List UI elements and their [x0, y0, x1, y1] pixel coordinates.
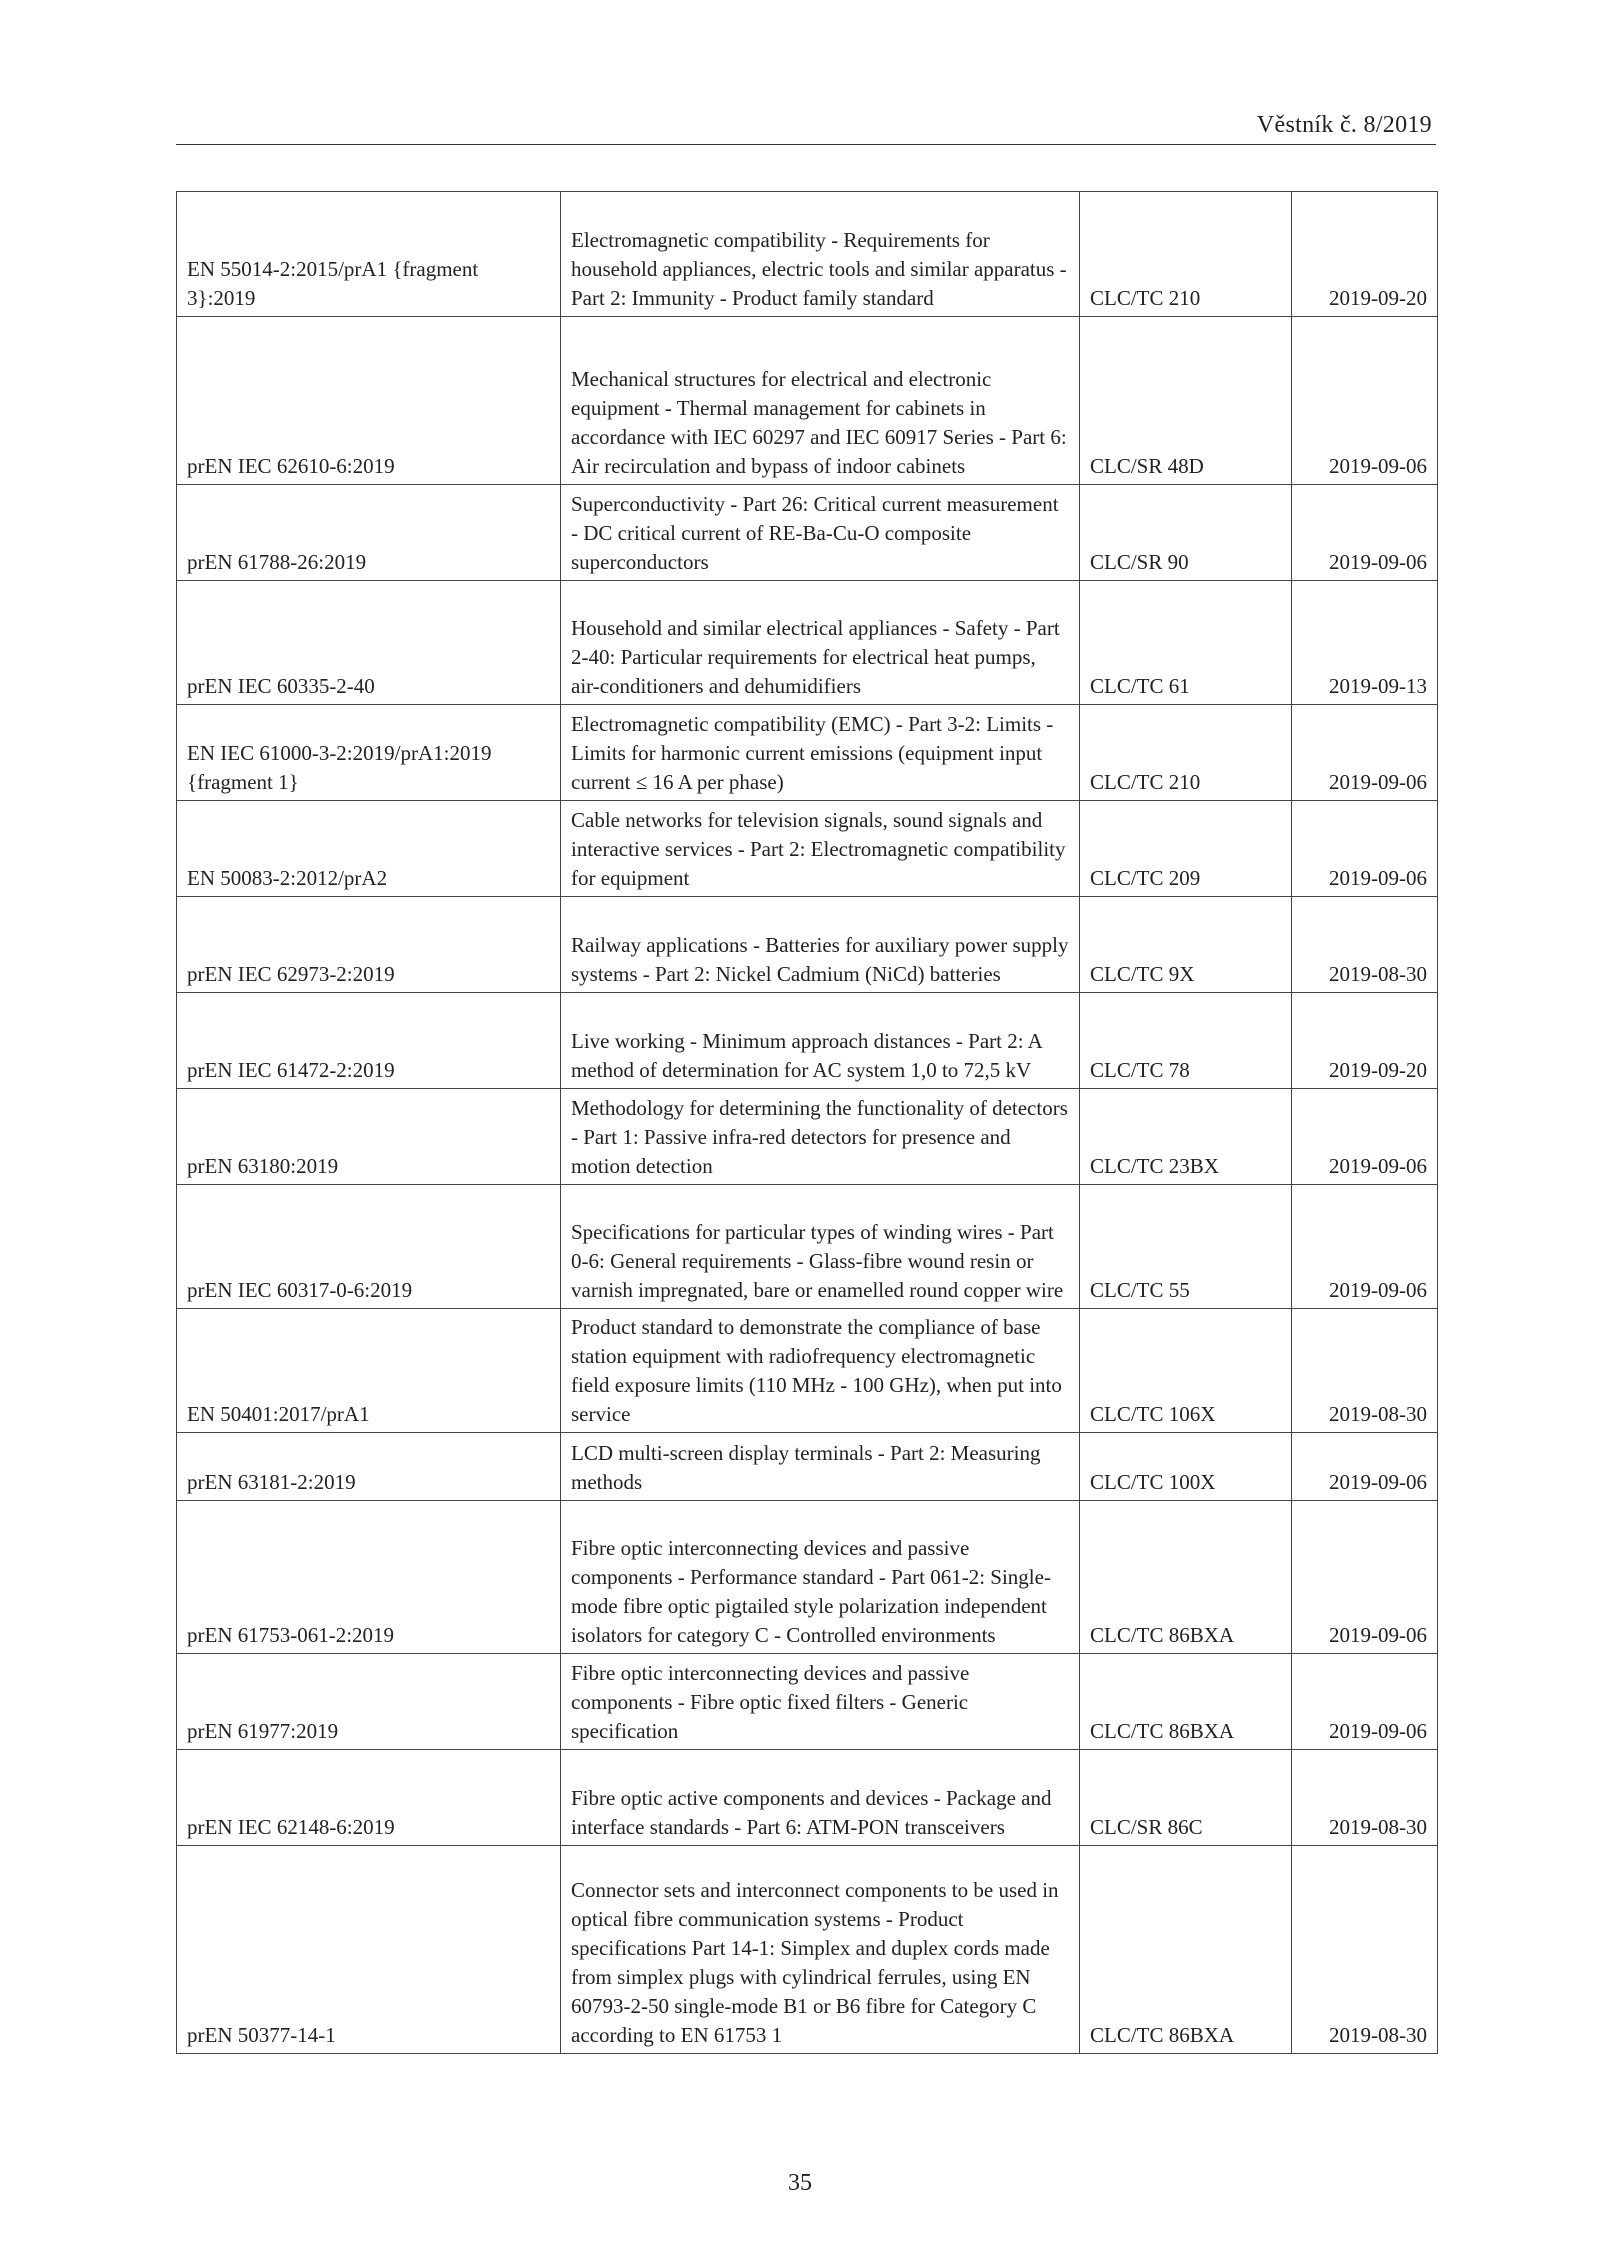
technical-committee-cell: CLC/TC 9X	[1080, 897, 1292, 993]
deadline-date-cell: 2019-09-20	[1292, 993, 1438, 1089]
table-row	[177, 192, 1438, 317]
standard-code-cell: prEN IEC 61472-2:2019	[177, 993, 561, 1089]
technical-committee-cell: CLC/TC 106X	[1080, 1309, 1292, 1433]
standard-title-cell: Live working - Minimum approach distances - Part 2: A method of determination for AC system 1,0 to 72,5 kV	[561, 993, 1080, 1089]
deadline-date-cell: 2019-09-06	[1292, 1501, 1438, 1654]
table-row	[177, 485, 1438, 581]
technical-committee-cell: CLC/TC 100X	[1080, 1433, 1292, 1501]
standard-code-cell: EN 55014-2:2015/prA1 {fragment 3}:2019	[177, 192, 561, 317]
table-row	[177, 1846, 1438, 2054]
standard-code-cell: EN 50083-2:2012/prA2	[177, 801, 561, 897]
standard-code-cell: prEN IEC 62973-2:2019	[177, 897, 561, 993]
table-row	[177, 1185, 1438, 1309]
table-row	[177, 581, 1438, 705]
table-row	[177, 705, 1438, 801]
table-row	[177, 1433, 1438, 1501]
technical-committee-cell: CLC/SR 48D	[1080, 317, 1292, 485]
standard-title-cell: Connector sets and interconnect components to be used in optical fibre communication systems - Product specifications Part 14-1: Simplex and duplex cords made from simplex plugs with cylindrical ferrules, using EN 60793-2-50 single-mode B1 or B6 fibre for Category C according to EN 61753 1	[561, 1846, 1080, 2054]
standard-title-cell: Railway applications - Batteries for auxiliary power supply systems - Part 2: Nickel Cadmium (NiCd) batteries	[561, 897, 1080, 993]
deadline-date-cell: 2019-09-06	[1292, 1089, 1438, 1185]
table-row	[177, 1089, 1438, 1185]
deadline-date-cell: 2019-09-06	[1292, 1185, 1438, 1309]
technical-committee-cell: CLC/TC 210	[1080, 705, 1292, 801]
standard-title-cell: LCD multi-screen display terminals - Part 2: Measuring methods	[561, 1433, 1080, 1501]
table-row	[177, 317, 1438, 485]
standard-title-cell: Fibre optic interconnecting devices and passive components - Performance standard - Part 061-2: Single-mode fibre optic pigtailed style polarization independent isolators for category C - Controlled environments	[561, 1501, 1080, 1654]
technical-committee-cell: CLC/TC 86BXA	[1080, 1501, 1292, 1654]
technical-committee-cell: CLC/SR 86C	[1080, 1750, 1292, 1846]
deadline-date-cell: 2019-09-06	[1292, 801, 1438, 897]
standard-title-cell: Product standard to demonstrate the compliance of base station equipment with radiofrequency electromagnetic field exposure limits (110 MHz - 100 GHz), when put into service	[561, 1309, 1080, 1433]
standard-code-cell: prEN IEC 60317-0-6:2019	[177, 1185, 561, 1309]
technical-committee-cell: CLC/TC 78	[1080, 993, 1292, 1089]
standard-title-cell: Methodology for determining the functionality of detectors - Part 1: Passive infra-red detectors for presence and motion detection	[561, 1089, 1080, 1185]
standard-code-cell: prEN 63180:2019	[177, 1089, 561, 1185]
table-row	[177, 897, 1438, 993]
page-number: 35	[788, 2170, 812, 2196]
standard-title-cell: Mechanical structures for electrical and electronic equipment - Thermal management for cabinets in accordance with IEC 60297 and IEC 60917 Series - Part 6: Air recirculation and bypass of indoor cabinets	[561, 317, 1080, 485]
table-row	[177, 993, 1438, 1089]
standard-code-cell: EN IEC 61000-3-2:2019/prA1:2019 {fragment 1}	[177, 705, 561, 801]
standard-title-cell: Household and similar electrical appliances - Safety - Part 2-40: Particular requirements for electrical heat pumps, air-conditioners and dehumidifiers	[561, 581, 1080, 705]
standard-title-cell: Electromagnetic compatibility - Requirements for household appliances, electric tools and similar apparatus - Part 2: Immunity - Product family standard	[561, 192, 1080, 317]
standard-title-cell: Cable networks for television signals, sound signals and interactive services - Part 2: Electromagnetic compatibility for equipment	[561, 801, 1080, 897]
standard-code-cell: prEN IEC 62610-6:2019	[177, 317, 561, 485]
standard-code-cell: prEN 61977:2019	[177, 1654, 561, 1750]
deadline-date-cell: 2019-08-30	[1292, 897, 1438, 993]
deadline-date-cell: 2019-09-06	[1292, 485, 1438, 581]
technical-committee-cell: CLC/TC 61	[1080, 581, 1292, 705]
table-row	[177, 1309, 1438, 1433]
technical-committee-cell: CLC/TC 86BXA	[1080, 1654, 1292, 1750]
table-row	[177, 801, 1438, 897]
deadline-date-cell: 2019-09-06	[1292, 705, 1438, 801]
standard-code-cell: prEN 50377-14-1	[177, 1846, 561, 2054]
standard-code-cell: prEN IEC 60335-2-40	[177, 581, 561, 705]
technical-committee-cell: CLC/TC 209	[1080, 801, 1292, 897]
deadline-date-cell: 2019-08-30	[1292, 1846, 1438, 2054]
page-header	[176, 112, 1436, 145]
journal-title: Věstník č. 8/2019	[1256, 112, 1432, 138]
standard-title-cell: Fibre optic interconnecting devices and passive components - Fibre optic fixed filters - Generic specification	[561, 1654, 1080, 1750]
standard-code-cell: prEN 61753-061-2:2019	[177, 1501, 561, 1654]
standard-code-cell: prEN 61788-26:2019	[177, 485, 561, 581]
technical-committee-cell: CLC/TC 86BXA	[1080, 1846, 1292, 2054]
standard-code-cell: prEN IEC 62148-6:2019	[177, 1750, 561, 1846]
deadline-date-cell: 2019-09-06	[1292, 1654, 1438, 1750]
standard-title-cell: Specifications for particular types of winding wires - Part 0-6: General requirements - Glass-fibre wound resin or varnish impregnated, bare or enamelled round copper wire	[561, 1185, 1080, 1309]
standard-code-cell: EN 50401:2017/prA1	[177, 1309, 561, 1433]
technical-committee-cell: CLC/TC 210	[1080, 192, 1292, 317]
standard-title-cell: Fibre optic active components and devices - Package and interface standards - Part 6: ATM-PON transceivers	[561, 1750, 1080, 1846]
deadline-date-cell: 2019-08-30	[1292, 1309, 1438, 1433]
deadline-date-cell: 2019-09-06	[1292, 317, 1438, 485]
deadline-date-cell: 2019-09-13	[1292, 581, 1438, 705]
standard-code-cell: prEN 63181-2:2019	[177, 1433, 561, 1501]
table-row	[177, 1750, 1438, 1846]
table-row	[177, 1501, 1438, 1654]
deadline-date-cell: 2019-08-30	[1292, 1750, 1438, 1846]
technical-committee-cell: CLC/TC 23BX	[1080, 1089, 1292, 1185]
table-row	[177, 1654, 1438, 1750]
standards-table-body	[177, 192, 1438, 2054]
standard-title-cell: Electromagnetic compatibility (EMC) - Part 3-2: Limits - Limits for harmonic current emissions (equipment input current ≤ 16 A per phase)	[561, 705, 1080, 801]
technical-committee-cell: CLC/TC 55	[1080, 1185, 1292, 1309]
technical-committee-cell: CLC/SR 90	[1080, 485, 1292, 581]
standards-table	[176, 191, 1438, 2054]
deadline-date-cell: 2019-09-06	[1292, 1433, 1438, 1501]
deadline-date-cell: 2019-09-20	[1292, 192, 1438, 317]
standard-title-cell: Superconductivity - Part 26: Critical current measurement - DC critical current of RE-Ba-Cu-O composite superconductors	[561, 485, 1080, 581]
